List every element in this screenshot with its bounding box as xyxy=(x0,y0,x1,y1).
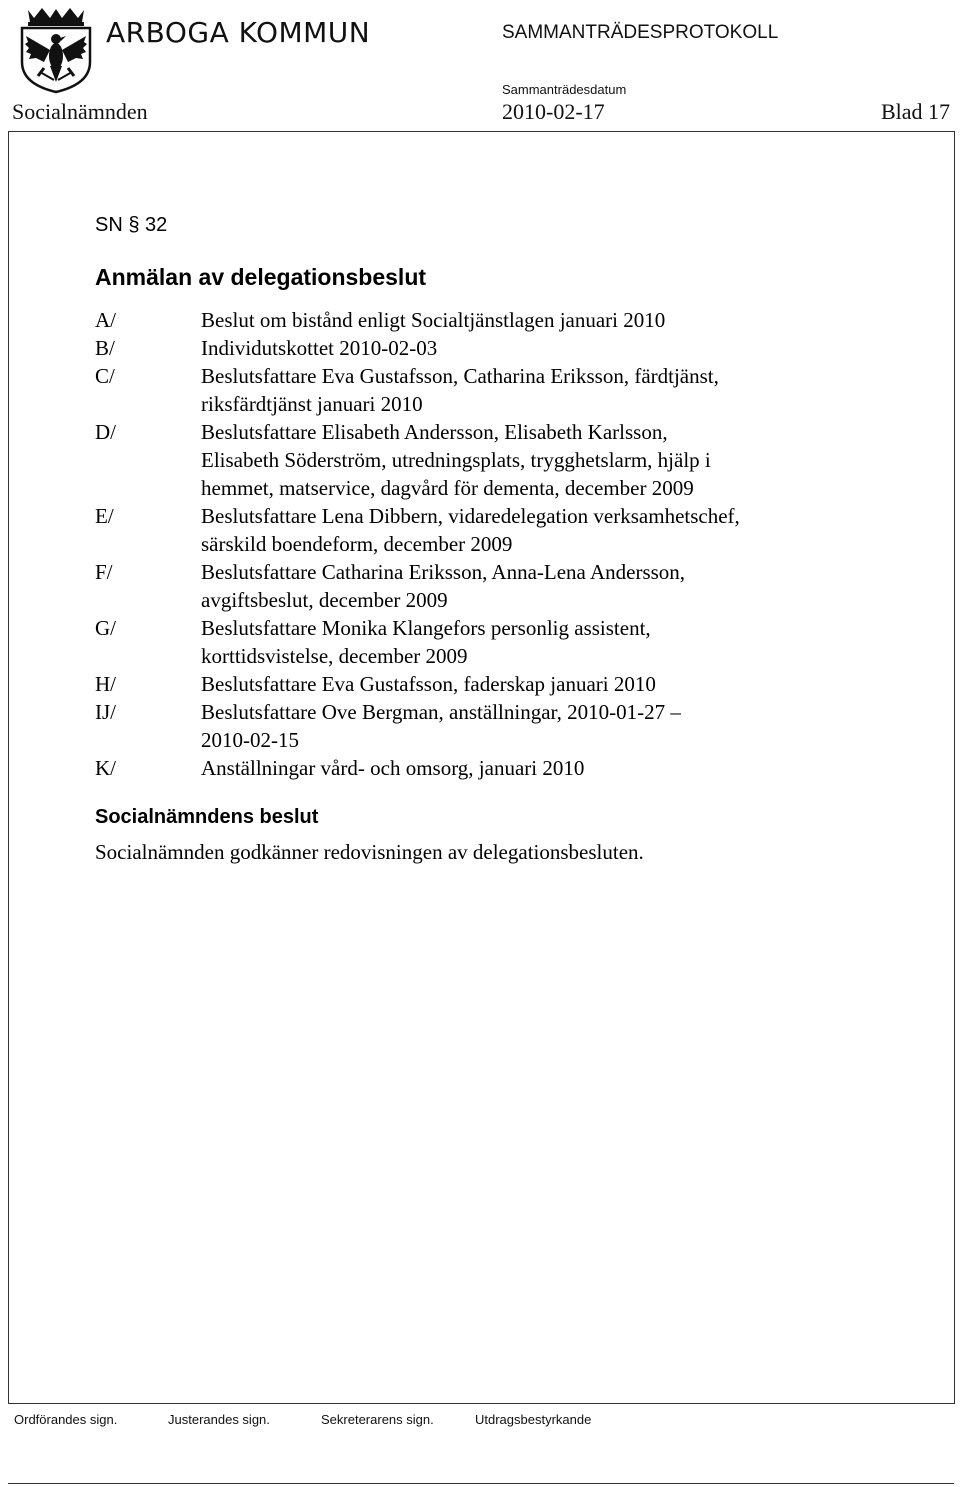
item-line: Beslutsfattare Ove Bergman, anställningar, 2010-01-27 – xyxy=(201,700,681,724)
footer-bottom-rule xyxy=(8,1483,954,1484)
item-label: A/ xyxy=(95,308,116,332)
decision-text: Socialnämnden godkänner redovisningen av delegationsbesluten. xyxy=(95,840,644,864)
item-text xyxy=(201,334,925,362)
list-item xyxy=(95,698,925,754)
section-heading: Anmälan av delegationsbeslut xyxy=(95,264,427,290)
decision-heading: Socialnämndens beslut xyxy=(95,806,319,828)
item-text xyxy=(201,362,925,418)
frame-divider xyxy=(8,1403,954,1404)
item-line: Beslutsfattare Catharina Eriksson, Anna-Lena Andersson, xyxy=(201,560,686,584)
list-item xyxy=(95,502,925,558)
list-item xyxy=(95,418,925,502)
item-label: D/ xyxy=(95,420,116,444)
list-item xyxy=(95,614,925,670)
item-label: B/ xyxy=(95,336,115,360)
organization-name: ARBOGA KOMMUN xyxy=(106,16,371,49)
item-line: Beslut om bistånd enligt Socialtjänstlagen januari 2010 xyxy=(201,308,666,332)
item-label: G/ xyxy=(95,616,116,640)
list-item xyxy=(95,362,925,418)
list-item xyxy=(95,558,925,614)
item-label: H/ xyxy=(95,672,116,696)
meeting-date: 2010-02-17 xyxy=(502,99,605,124)
item-line: särskild boendeform, december 2009 xyxy=(201,532,513,556)
item-line: 2010-02-15 xyxy=(201,728,299,752)
item-line: Beslutsfattare Lena Dibbern, vidaredelegation verksamhetschef, xyxy=(201,504,740,528)
item-label: E/ xyxy=(95,504,114,528)
item-label: C/ xyxy=(95,364,115,388)
eagle-shield-icon xyxy=(14,6,98,94)
coat-of-arms-logo xyxy=(14,6,98,94)
item-line: Beslutsfattare Monika Klangefors personlig assistent, xyxy=(201,616,651,640)
item-text xyxy=(201,306,925,334)
item-line: hemmet, matservice, dagvård för dementa, december 2009 xyxy=(201,476,694,500)
extract-certification-label: Utdragsbestyrkande xyxy=(475,1412,592,1427)
sheet-number: Blad 17 xyxy=(880,99,950,124)
item-text xyxy=(201,502,925,558)
item-line: Individutskottet 2010-02-03 xyxy=(201,336,438,360)
item-text xyxy=(201,754,925,782)
meeting-date-label: Sammanträdesdatum xyxy=(502,82,627,97)
document-type: SAMMANTRÄDESPROTOKOLL xyxy=(502,22,779,43)
item-text xyxy=(201,614,925,670)
list-item xyxy=(95,754,925,782)
item-label: K/ xyxy=(95,756,116,780)
item-line: Beslutsfattare Eva Gustafsson, faderskap januari 2010 xyxy=(201,672,656,696)
item-line: Elisabeth Söderström, utredningsplats, trygghetslarm, hjälp i xyxy=(201,448,711,472)
item-label: IJ/ xyxy=(95,700,116,724)
list-item xyxy=(95,334,925,362)
list-item xyxy=(95,306,925,334)
item-label: F/ xyxy=(95,560,113,584)
item-text xyxy=(201,418,925,502)
secretary-signature-label: Sekreterarens sign. xyxy=(321,1412,434,1427)
item-line: Beslutsfattare Elisabeth Andersson, Elisabeth Karlsson, xyxy=(201,420,668,444)
chair-signature-label: Ordförandes sign. xyxy=(14,1412,118,1427)
committee-name: Socialnämnden xyxy=(12,99,148,124)
item-text xyxy=(201,698,925,754)
item-text xyxy=(201,670,925,698)
item-line: Anställningar vård- och omsorg, januari 2010 xyxy=(201,756,585,780)
item-line: avgiftsbeslut, december 2009 xyxy=(201,588,448,612)
paragraph-number: SN § 32 xyxy=(95,214,168,236)
list-item xyxy=(95,670,925,698)
item-line: korttidsvistelse, december 2009 xyxy=(201,644,468,668)
item-line: riksfärdtjänst januari 2010 xyxy=(201,392,423,416)
adjuster-signature-label: Justerandes sign. xyxy=(168,1412,270,1427)
item-text xyxy=(201,558,925,614)
item-line: Beslutsfattare Eva Gustafsson, Catharina Eriksson, färdtjänst, xyxy=(201,364,719,388)
delegation-list xyxy=(95,306,925,782)
